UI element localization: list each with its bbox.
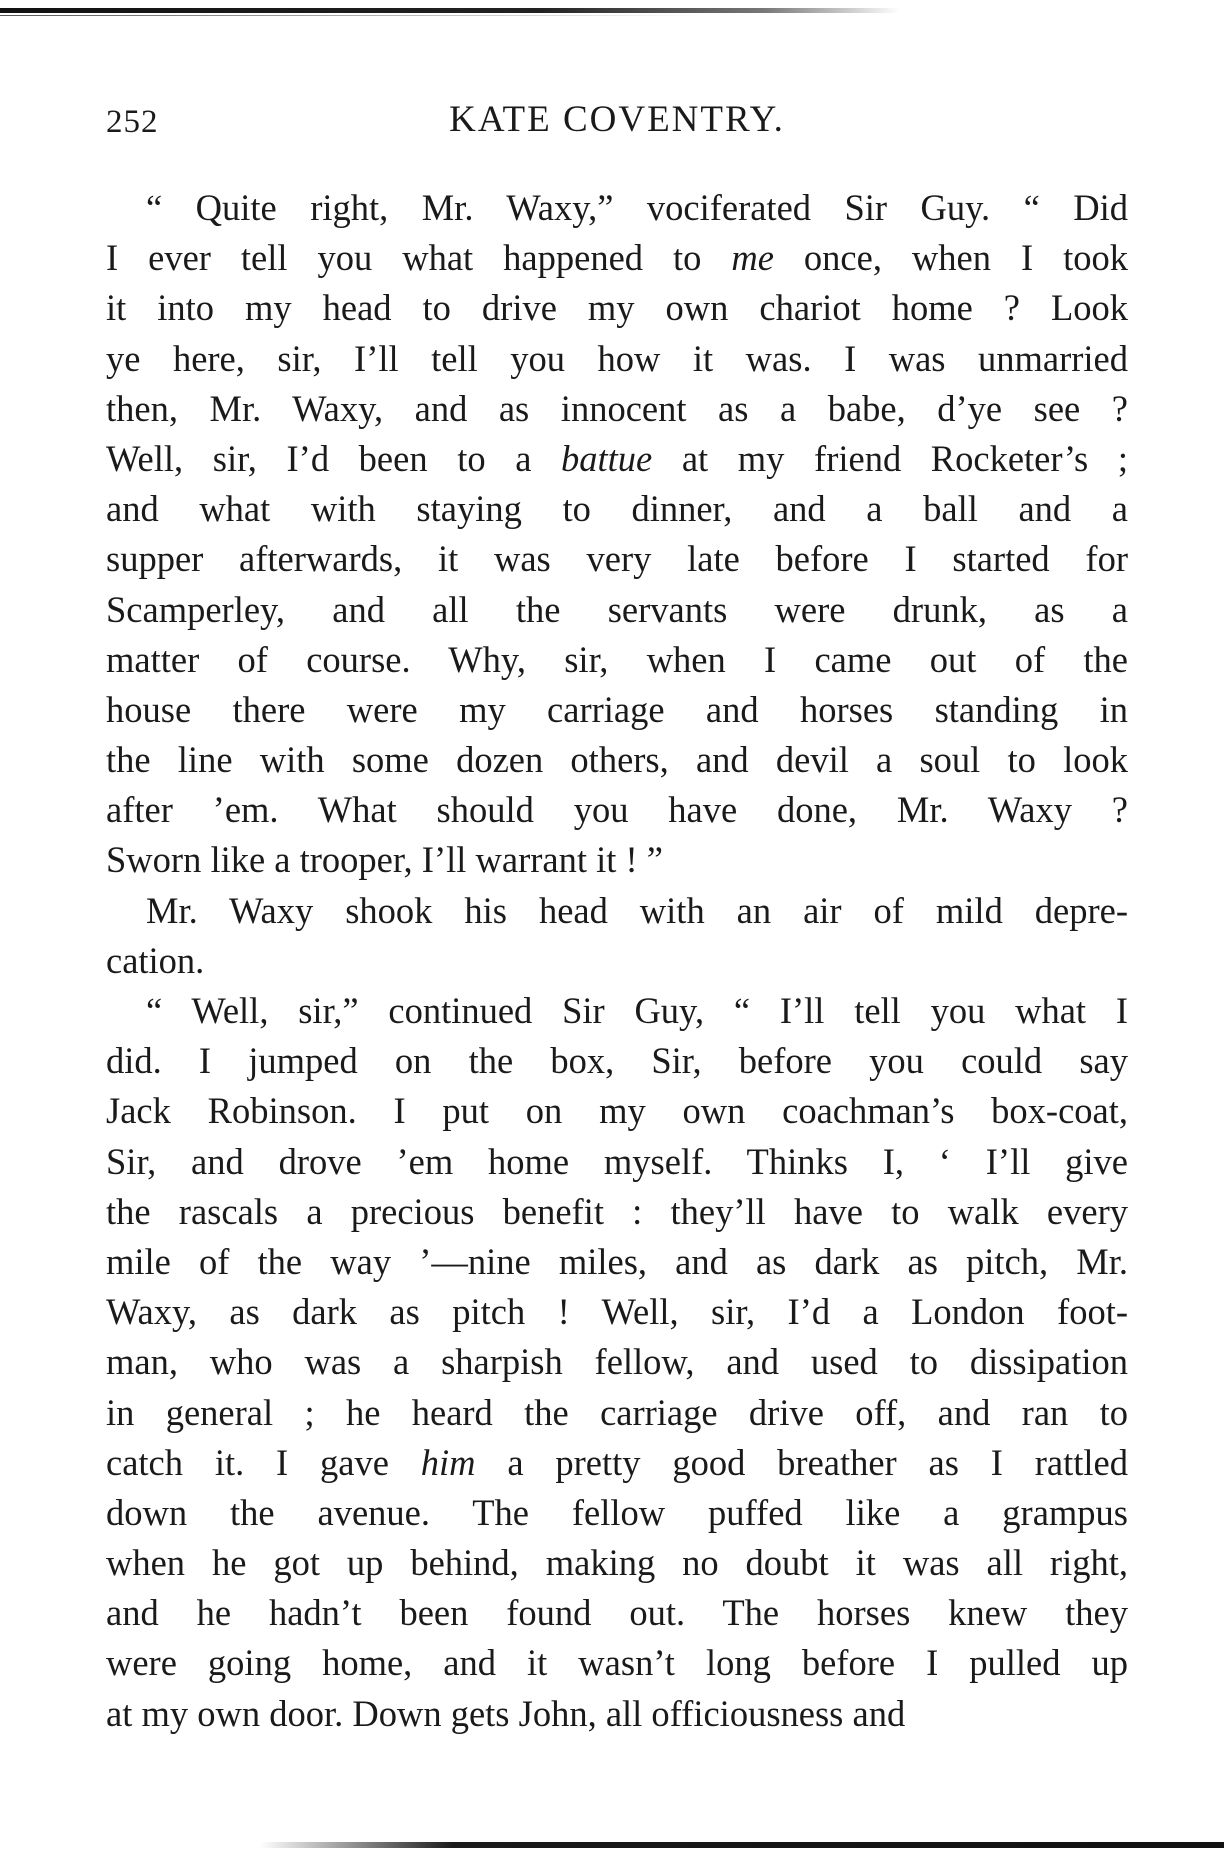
italic-word: him xyxy=(420,1441,476,1483)
text-line xyxy=(106,484,1128,534)
text-run: matter of course. Why, sir, when I came out of the xyxy=(106,638,1128,680)
text-line xyxy=(106,785,1128,835)
text-line xyxy=(106,1237,1128,1287)
text-line xyxy=(106,1538,1128,1588)
text-run: the rascals a precious benefit : they’ll have to walk every xyxy=(106,1190,1128,1232)
text-run: it into my head to drive my own chariot home ? Look xyxy=(106,287,1128,329)
text-run: the line with some dozen others, and devil a soul to look xyxy=(106,739,1128,781)
text-run: Jack Robinson. I put on my own coachman’s box-coat, xyxy=(106,1090,1128,1132)
scan-edge-bottom xyxy=(260,1842,1224,1848)
text-line xyxy=(106,233,1128,283)
text-line xyxy=(106,1036,1128,1086)
text-line xyxy=(106,183,1128,233)
text-run: a pretty good breather as I rattled xyxy=(475,1441,1128,1483)
running-head xyxy=(106,98,1128,150)
text-line xyxy=(106,334,1128,384)
text-run: in general ; he heard the carriage drive off, and ran to xyxy=(106,1391,1128,1433)
text-line xyxy=(106,1388,1128,1438)
text-run: and he hadn’t been found out. The horses knew they xyxy=(106,1592,1128,1634)
text-run: then, Mr. Waxy, and as innocent as a babe, d’ye see ? xyxy=(106,387,1128,429)
text-line xyxy=(106,685,1128,735)
page-number: 252 xyxy=(106,104,159,140)
text-run: mile of the way ’—nine miles, and as dark as pitch, Mr. xyxy=(106,1240,1128,1282)
text-line xyxy=(106,1137,1128,1187)
text-run: after ’em. What should you have done, Mr. Waxy ? xyxy=(106,789,1128,831)
text-run: Mr. Waxy shook his head with an air of mild depre- xyxy=(146,889,1128,931)
scan-edge-top xyxy=(0,8,900,13)
text-run: “ Quite right, Mr. Waxy,” vociferated Sir Guy. “ Did xyxy=(146,187,1128,228)
text-run: “ Well, sir,” continued Sir Guy, “ I’ll tell you what I xyxy=(146,990,1128,1031)
text-line xyxy=(106,635,1128,685)
text-run: when he got up behind, making no doubt it was all right, xyxy=(106,1542,1128,1584)
text-line xyxy=(106,434,1128,484)
text-run: did. I jumped on the box, Sir, before you could say xyxy=(106,1040,1128,1082)
italic-word: me xyxy=(731,237,774,279)
paragraph xyxy=(106,886,1128,986)
text-run: house there were my carriage and horses standing in xyxy=(106,688,1128,730)
text-run: Sworn like a trooper, I’ll warrant it ! ” xyxy=(106,839,663,881)
italic-word: battue xyxy=(561,437,653,479)
text-run: supper afterwards, it was very late before I started for xyxy=(106,538,1128,580)
text-run: catch it. I gave xyxy=(106,1441,421,1483)
text-line xyxy=(106,534,1128,584)
text-line xyxy=(106,835,1128,885)
text-run: Scamperley, and all the servants were drunk, as a xyxy=(106,588,1128,630)
text-line xyxy=(106,1588,1128,1638)
text-run: once, when I took xyxy=(773,237,1128,279)
text-run: I ever tell you what happened to xyxy=(106,237,732,279)
text-line xyxy=(106,1438,1128,1488)
text-line xyxy=(106,986,1128,1036)
text-line xyxy=(106,1488,1128,1538)
text-run: Sir, and drove ’em home myself. Thinks I, ‘ I’ll give xyxy=(106,1140,1128,1182)
text-line xyxy=(106,1086,1128,1136)
text-run: were going home, and it wasn’t long before I pulled up xyxy=(106,1642,1128,1684)
text-run: man, who was a sharpish fellow, and used to dissipation xyxy=(106,1341,1128,1383)
body-text xyxy=(106,183,1128,1739)
paragraph xyxy=(106,183,1128,886)
scan-edge-top-thin xyxy=(0,15,700,16)
text-run: down the avenue. The fellow puffed like a grampus xyxy=(106,1491,1128,1533)
text-run: cation. xyxy=(106,939,205,981)
text-line xyxy=(106,283,1128,333)
text-run: at my own door. Down gets John, all officiousness and xyxy=(106,1692,906,1734)
text-run: at my friend Rocketer’s ; xyxy=(652,437,1128,479)
text-run: Well, sir, I’d been to a xyxy=(106,437,561,479)
running-title: KATE COVENTRY. xyxy=(449,99,785,140)
text-line xyxy=(106,1187,1128,1237)
text-run: and what with staying to dinner, and a ball and a xyxy=(106,488,1128,530)
text-line xyxy=(106,735,1128,785)
text-run: Waxy, as dark as pitch ! Well, sir, I’d a London foot- xyxy=(106,1291,1128,1333)
text-line xyxy=(106,936,1128,986)
text-line xyxy=(106,585,1128,635)
text-line xyxy=(106,384,1128,434)
paragraph xyxy=(106,986,1128,1739)
text-line xyxy=(106,886,1128,936)
text-line xyxy=(106,1689,1128,1739)
text-line xyxy=(106,1287,1128,1337)
text-line xyxy=(106,1638,1128,1688)
text-run: ye here, sir, I’ll tell you how it was. I was unmarried xyxy=(106,337,1128,379)
text-line xyxy=(106,1337,1128,1387)
